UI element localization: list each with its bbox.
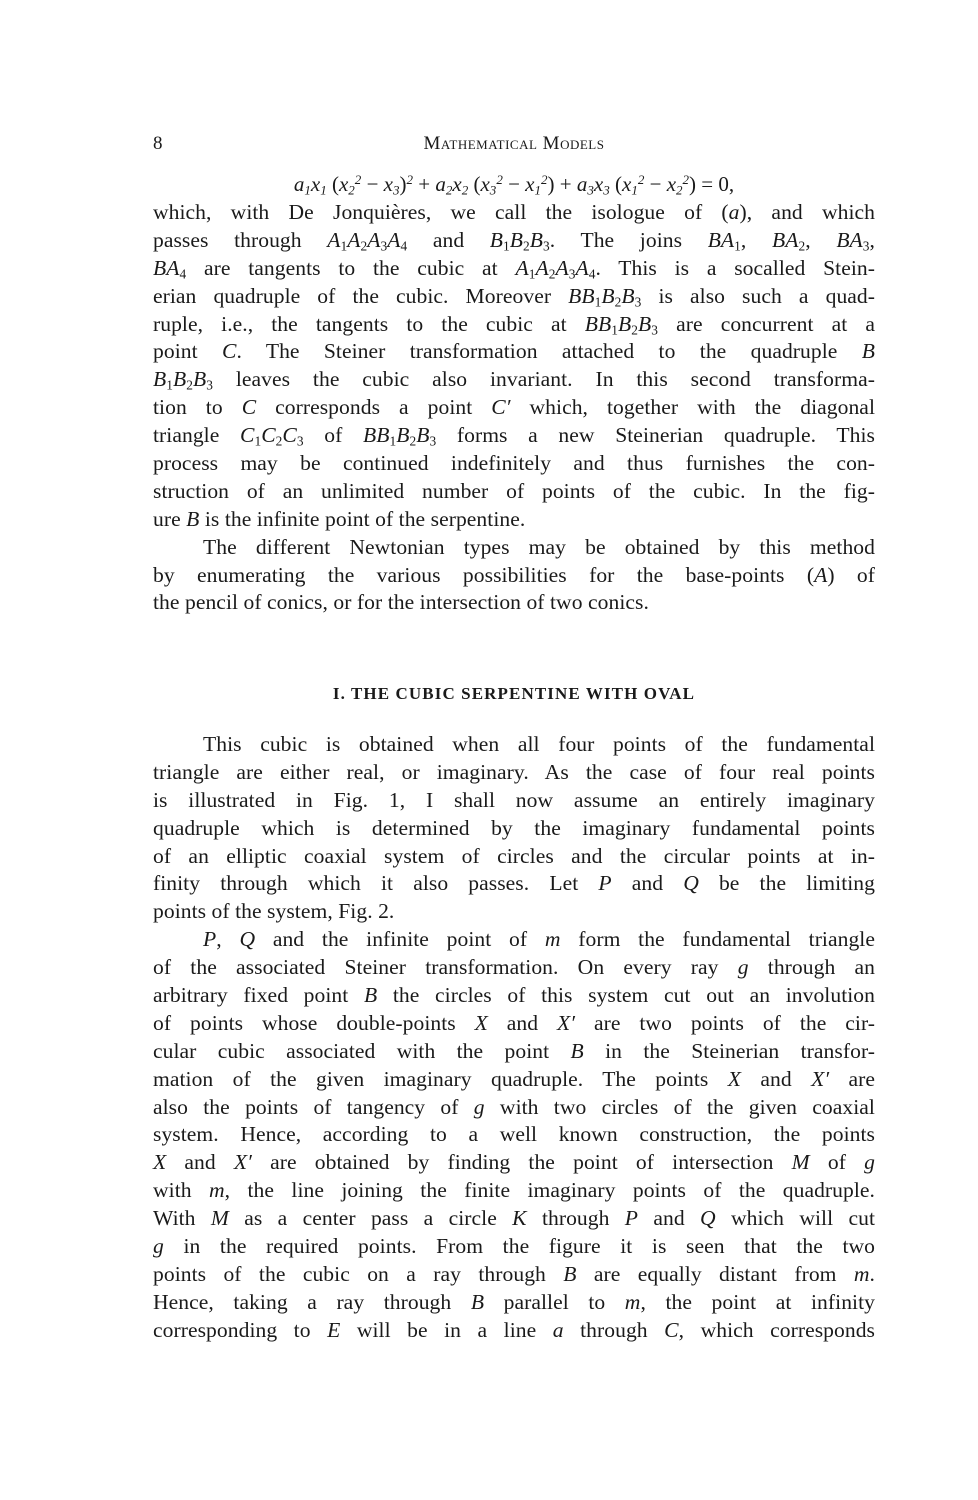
math-symbol: X′	[557, 1010, 576, 1035]
text-run: −	[644, 172, 667, 196]
math-symbol: B	[638, 311, 652, 336]
math-symbol: B	[861, 339, 876, 364]
text-line	[153, 870, 875, 898]
text-run: of points whose double-points	[153, 1010, 475, 1035]
text-line	[153, 1317, 875, 1345]
text-run: and	[741, 1066, 812, 1091]
subscript: 2	[798, 238, 806, 254]
text-line	[153, 534, 875, 562]
text-run: ,	[805, 227, 837, 252]
math-symbol: A	[347, 227, 361, 252]
text-run: which, with De Jonquières, we call the isologue of (	[153, 200, 729, 224]
math-symbol: x	[383, 172, 393, 196]
text-line	[153, 759, 875, 787]
math-symbol: C	[261, 423, 276, 448]
subscript: 1	[734, 238, 741, 254]
math-symbol: B	[363, 983, 378, 1008]
superscript: 2	[354, 171, 362, 187]
math-symbol: X	[153, 1150, 167, 1175]
text-run: This cubic is obtained when all four points of the fundamental	[203, 732, 875, 756]
text-run: are tangents to the cubic at	[186, 255, 516, 280]
text-run: are two points of the cir-	[575, 1010, 875, 1035]
text-run: be the limiting	[698, 871, 875, 896]
math-symbol: B	[621, 283, 635, 308]
math-symbol: Q	[683, 871, 699, 896]
text-run: +	[413, 172, 436, 196]
text-line	[153, 478, 875, 506]
text-run: and	[166, 1150, 234, 1175]
text-run: points of the system, Fig. 2.	[153, 899, 395, 924]
math-symbol: P	[598, 871, 612, 896]
subscript: 2	[631, 321, 639, 337]
text-run: ), and which	[739, 200, 876, 224]
running-head	[153, 133, 875, 157]
text-run: as a center pass a circle	[228, 1206, 513, 1231]
text-run: )	[547, 172, 555, 196]
text-line	[153, 1121, 875, 1149]
math-symbol: BB	[568, 283, 595, 308]
text-line	[153, 562, 875, 590]
subscript: 3	[380, 238, 388, 254]
text-line	[153, 1010, 875, 1038]
text-run: corresponding to	[153, 1317, 328, 1342]
text-line	[153, 422, 875, 450]
math-symbol: BB	[363, 423, 390, 448]
text-line	[153, 255, 875, 283]
text-run: with two circles of the given coaxial	[484, 1094, 875, 1119]
text-line	[153, 450, 875, 478]
text-run: are obtained by finding the point of intersection	[251, 1150, 792, 1175]
subscript: 2	[676, 182, 683, 198]
math-symbol: x	[666, 172, 677, 196]
paragraph-cubic-serpentine	[153, 731, 875, 1345]
math-symbol: E	[327, 1317, 341, 1342]
subscript: 1	[304, 182, 311, 198]
text-run: ,	[740, 227, 772, 252]
subscript: 2	[461, 182, 469, 198]
text-run: With	[153, 1206, 211, 1231]
text-run: , the line joining the finite imaginary points of the quadruple.	[224, 1178, 875, 1203]
text-run: −	[361, 172, 384, 196]
subscript: 1	[534, 182, 542, 198]
text-run: which, together with the diagonal	[510, 395, 875, 420]
text-line	[153, 1094, 875, 1122]
subscript: 3	[651, 321, 659, 337]
running-title: Mathematical Models	[423, 133, 605, 154]
math-symbol: A	[387, 227, 401, 252]
text-run: in the Steinerian transfor-	[583, 1038, 875, 1063]
text-run: The different Newtonian types may be obtained by this method	[203, 534, 875, 559]
subscript: 2	[275, 433, 283, 449]
text-run: triangle are either real, or imaginary. As the case of four real points	[153, 759, 875, 784]
math-symbol: g	[473, 1094, 485, 1119]
subscript: 2	[348, 182, 355, 198]
subscript: 3	[862, 238, 870, 254]
math-symbol: x	[621, 172, 632, 196]
subscript: 2	[186, 377, 193, 393]
subscript: 1	[503, 238, 510, 254]
math-symbol: a	[552, 1317, 564, 1342]
text-run: . This is a socalled Stein-	[595, 255, 875, 280]
text-run: through	[526, 1206, 625, 1231]
math-symbol: X	[474, 1010, 488, 1035]
text-line	[153, 1149, 875, 1177]
text-run: passes through	[153, 227, 328, 252]
page-number: 8	[153, 133, 163, 154]
math-symbol: B	[153, 367, 167, 392]
subscript: 1	[254, 433, 262, 449]
subscript: 3	[489, 182, 497, 198]
text-run: leaves the cubic also invariant. In this second transforma-	[213, 367, 875, 392]
text-run: .	[869, 1261, 875, 1286]
math-symbol: A	[367, 227, 381, 252]
text-run: the circles of this system cut out an involution	[377, 983, 875, 1008]
subscript: 2	[409, 433, 417, 449]
text-line	[153, 954, 875, 982]
text-run: form the fundamental triangle	[560, 927, 875, 952]
math-symbol: a	[576, 172, 588, 196]
text-run: is illustrated in Fig. 1, I shall now assume an entirely imaginary	[153, 787, 875, 812]
subscript: 2	[445, 182, 453, 198]
math-symbol: BA	[772, 227, 799, 252]
text-run: and	[487, 1010, 558, 1035]
math-symbol: g	[153, 1234, 164, 1259]
text-run: ) of	[827, 562, 876, 587]
math-symbol: B	[489, 227, 504, 252]
text-run: mation of the given imaginary quadruple. The points	[153, 1066, 728, 1091]
text-line	[153, 926, 875, 954]
text-run: . The joins	[549, 227, 708, 252]
subscript: 4	[400, 238, 408, 254]
math-symbol: A	[515, 255, 529, 280]
subscript: 1	[320, 182, 327, 198]
text-run: and	[611, 871, 684, 896]
text-run: struction of an unlimited number of points of the cubic. In the fig-	[153, 478, 875, 503]
text-line	[153, 1205, 875, 1233]
math-symbol: B	[563, 1261, 577, 1286]
text-run: will be in a line	[340, 1317, 553, 1342]
subscript: 2	[523, 238, 530, 254]
text-line	[153, 338, 875, 366]
subscript: 1	[594, 294, 602, 310]
text-run: (	[326, 172, 339, 196]
text-run: finity through which it also passes. Let	[153, 871, 599, 896]
math-symbol: C	[664, 1317, 679, 1342]
math-symbol: a	[728, 200, 740, 224]
math-symbol: m	[853, 1261, 870, 1286]
math-symbol: Q	[700, 1206, 716, 1231]
text-run: cular cubic associated with the point	[153, 1038, 571, 1063]
text-line	[153, 815, 875, 843]
math-symbol: C	[240, 423, 255, 448]
isologue-equation	[153, 172, 875, 197]
text-line	[153, 589, 875, 617]
text-run: through	[563, 1317, 665, 1342]
superscript: 2	[496, 171, 503, 187]
text-run: in the required points. From the figure it is seen that the two	[163, 1234, 875, 1259]
text-run: are	[829, 1066, 875, 1091]
math-symbol: m	[208, 1178, 225, 1203]
math-symbol: P	[203, 927, 217, 952]
text-run: (	[609, 172, 622, 196]
text-line	[153, 227, 875, 255]
math-symbol: C	[241, 395, 257, 420]
text-run: +	[554, 172, 577, 196]
text-run: parallel to	[484, 1289, 625, 1314]
text-line	[153, 1038, 875, 1066]
text-run: through an	[748, 955, 875, 980]
text-line	[153, 1261, 875, 1289]
text-run: and	[638, 1206, 701, 1231]
text-run: tion to	[153, 395, 242, 420]
text-run: process may be continued indefinitely and thus furnishes the con-	[153, 451, 875, 476]
text-line	[153, 1177, 875, 1205]
math-symbol: B	[470, 1289, 485, 1314]
text-run: are equally distant from	[576, 1261, 854, 1286]
text-run: ,	[869, 227, 875, 252]
math-symbol: A	[555, 255, 569, 280]
superscript: 2	[682, 171, 690, 187]
text-run: Hence, taking a ray through	[153, 1289, 471, 1314]
text-run: quadruple which is determined by the imaginary fundamental points	[153, 815, 875, 840]
text-line	[153, 843, 875, 871]
text-run: ,	[216, 927, 240, 952]
text-line	[153, 1233, 875, 1261]
subscript: 3	[296, 433, 304, 449]
text-line	[153, 366, 875, 394]
subscript: 1	[528, 266, 536, 282]
subscript: 3	[587, 182, 594, 198]
text-run: by enumerating the various possibilities for the base-points (	[153, 562, 815, 587]
text-run: ) = 0,	[689, 172, 735, 196]
text-run: also the points of tangency of	[153, 1094, 474, 1119]
subscript: 3	[206, 377, 213, 393]
text-line	[153, 731, 875, 759]
math-symbol: C	[221, 339, 237, 364]
subscript: 2	[360, 238, 368, 254]
text-run: point	[153, 339, 222, 364]
math-symbol: B	[570, 1038, 584, 1063]
text-run: is also such a quad-	[641, 283, 876, 308]
math-symbol: x	[452, 172, 462, 196]
text-line	[153, 199, 875, 227]
text-run: erian quadruple of the cubic. Moreover	[153, 283, 569, 308]
math-symbol: X	[727, 1066, 742, 1091]
math-symbol: m	[544, 927, 561, 952]
math-symbol: a	[293, 172, 305, 196]
math-symbol: Q	[239, 927, 256, 952]
subscript: 3	[429, 433, 437, 449]
math-symbol: x	[593, 172, 604, 196]
subscript: 1	[631, 182, 638, 198]
math-symbol: B	[173, 367, 187, 392]
text-run: arbitrary fixed point	[153, 983, 364, 1008]
text-run: of	[303, 423, 363, 448]
math-symbol: x	[525, 172, 535, 196]
text-run: , which corresponds	[678, 1317, 875, 1342]
text-line	[153, 982, 875, 1010]
subscript: 1	[389, 433, 397, 449]
math-symbol: x	[480, 172, 490, 196]
subscript: 3	[392, 182, 400, 198]
text-run: is the infinite point of the serpentine.	[199, 506, 526, 531]
math-symbol: B	[509, 227, 524, 252]
paragraph-steinerian-quadruple	[153, 199, 875, 617]
math-symbol: M	[210, 1206, 229, 1231]
math-symbol: B	[529, 227, 544, 252]
text-run: the pencil of conics, or for the intersection of two conics.	[153, 590, 649, 615]
text-run: . The Steiner transformation attached to the quadruple	[236, 339, 862, 364]
math-symbol: A	[327, 227, 341, 252]
text-run: of	[809, 1150, 865, 1175]
text-run: of the associated Steiner transformation. On every ray	[153, 955, 738, 980]
math-symbol: g	[737, 955, 749, 980]
math-symbol: X′	[233, 1150, 252, 1175]
text-run: ruple, i.e., the tangents to the cubic at	[153, 311, 585, 336]
math-symbol: P	[624, 1206, 639, 1231]
math-symbol: C	[282, 423, 297, 448]
subscript: 1	[166, 377, 173, 393]
text-run: forms a new Steinerian quadruple. This	[436, 423, 875, 448]
math-symbol: K	[512, 1206, 527, 1231]
text-run: ure	[153, 506, 187, 531]
subscript: 1	[340, 238, 348, 254]
subscript: 1	[611, 321, 619, 337]
text-run: with	[153, 1178, 209, 1203]
math-symbol: B	[193, 367, 207, 392]
text-run: points of the cubic on a ray through	[153, 1261, 564, 1286]
text-line	[153, 898, 875, 926]
subscript: 3	[543, 238, 550, 254]
math-symbol: x	[338, 172, 349, 196]
math-symbol: X′	[811, 1066, 830, 1091]
math-symbol: M	[791, 1150, 810, 1175]
subscript: 4	[588, 266, 596, 282]
math-symbol: x	[310, 172, 321, 196]
math-symbol: B	[186, 506, 200, 531]
math-symbol: BA	[153, 255, 180, 280]
superscript: 2	[541, 171, 548, 187]
math-symbol: BB	[584, 311, 612, 336]
text-line	[153, 1066, 875, 1094]
math-symbol: m	[624, 1289, 641, 1314]
superscript: 2	[406, 171, 414, 187]
subscript: 2	[614, 294, 622, 310]
text-line	[153, 283, 875, 311]
text-line	[153, 787, 875, 815]
text-run: and the infinite point of	[255, 927, 545, 952]
math-symbol: A	[535, 255, 549, 280]
math-symbol: g	[864, 1150, 875, 1175]
subscript: 3	[634, 294, 642, 310]
text-run: corresponds a point	[256, 395, 492, 420]
subscript: 4	[179, 266, 187, 282]
math-symbol: B	[601, 283, 615, 308]
text-line	[153, 506, 875, 534]
text-run: triangle	[153, 423, 240, 448]
subscript: 2	[548, 266, 556, 282]
text-run: )	[399, 172, 407, 196]
text-line	[153, 394, 875, 422]
math-symbol: A	[814, 562, 828, 587]
text-line	[153, 1289, 875, 1317]
superscript: 2	[637, 171, 645, 187]
math-symbol: BA	[836, 227, 863, 252]
math-symbol: C′	[491, 395, 511, 420]
text-run: (	[468, 172, 481, 196]
subscript: 3	[568, 266, 576, 282]
section-heading: I. THE CUBIC SERPENTINE WITH OVAL	[332, 684, 696, 703]
text-run: −	[502, 172, 526, 196]
math-symbol: B	[416, 423, 430, 448]
text-run: and	[407, 227, 490, 252]
math-symbol: B	[618, 311, 632, 336]
text-run: which will cut	[715, 1206, 875, 1231]
text-line	[153, 311, 875, 339]
subscript: 3	[603, 182, 610, 198]
text-run: of an elliptic coaxial system of circles and the circular points at in-	[153, 843, 875, 868]
text-run: system. Hence, according to a well known construction, the points	[153, 1122, 875, 1147]
math-symbol: BA	[707, 227, 735, 252]
math-symbol: B	[396, 423, 410, 448]
math-symbol: a	[435, 172, 446, 196]
text-run: are concurrent at a	[658, 311, 875, 336]
math-symbol: A	[575, 255, 589, 280]
text-run: , the point at infinity	[640, 1289, 875, 1314]
